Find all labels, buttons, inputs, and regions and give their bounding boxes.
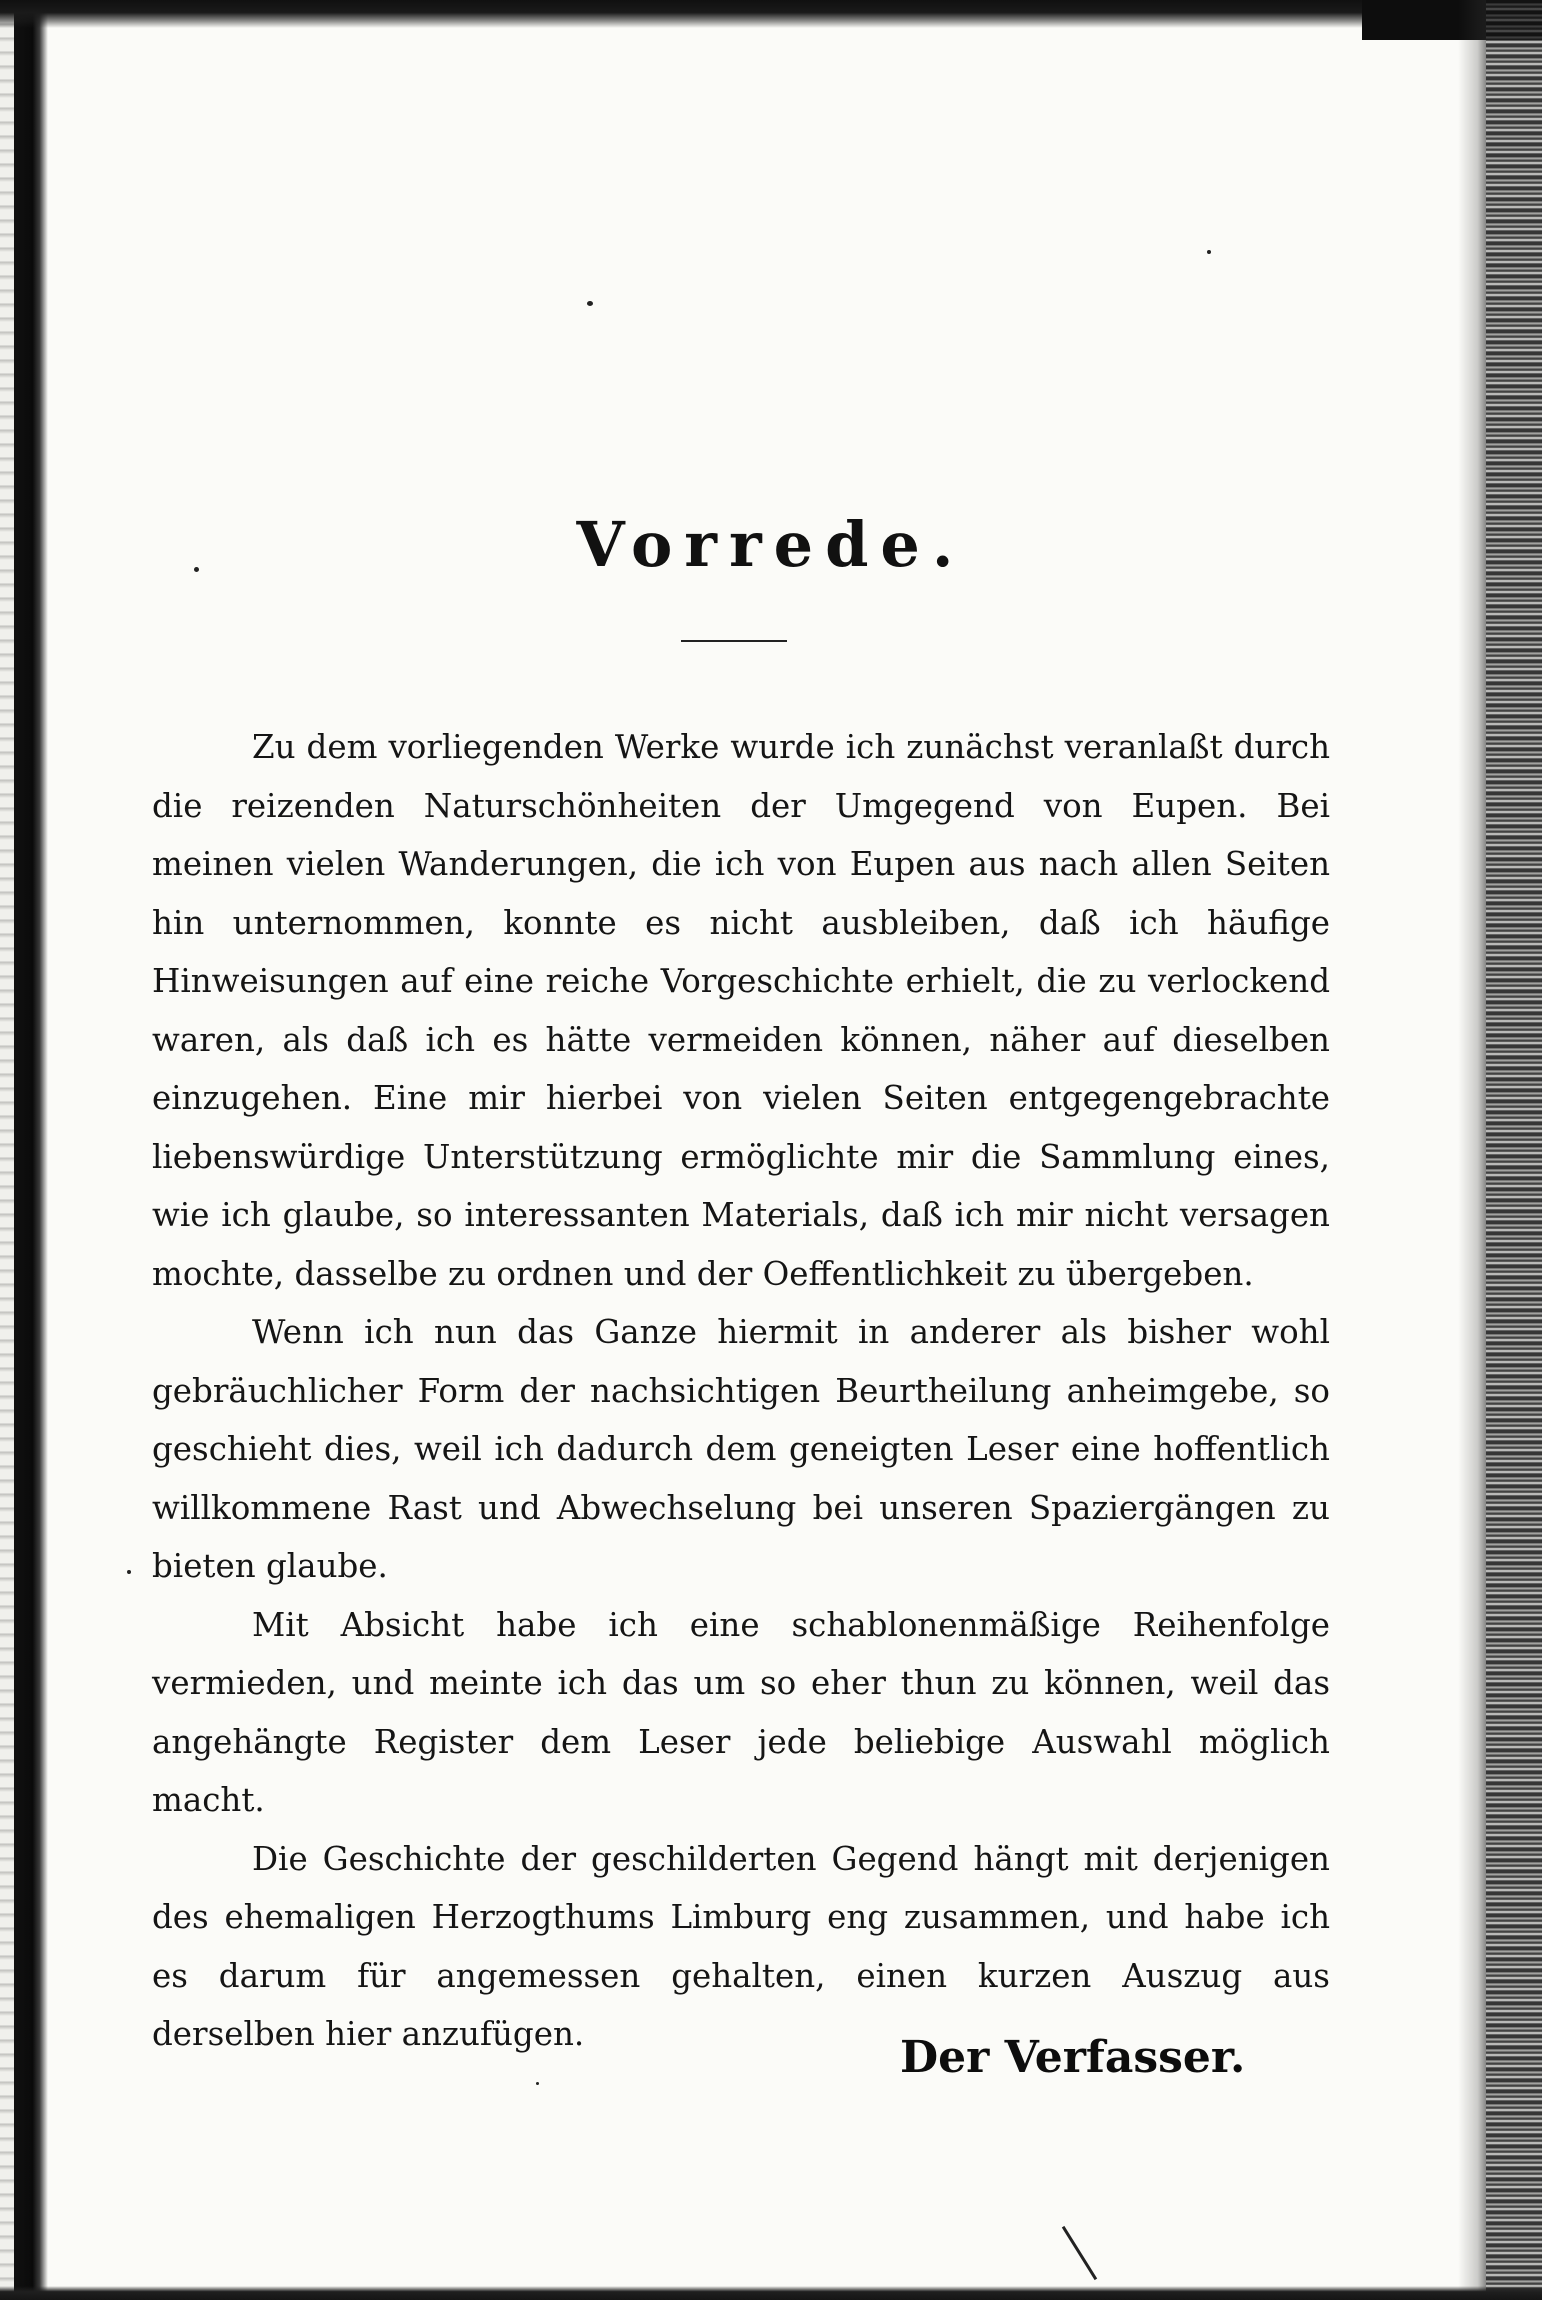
scan-edge-left-speckle [0,0,14,2300]
scan-edge-top [0,0,1542,28]
page-title: Vorrede. [576,508,966,581]
preface-body [152,718,1330,2064]
stray-mark [1062,2226,1097,2280]
scan-edge-right [1486,0,1542,2300]
ink-speck [587,301,593,306]
scan-edge-left [14,0,48,2300]
paragraph: Mit Absicht habe ich eine schablonenmäßige Reihenfolge vermieden, und meinte ich das um so eher thun zu können, weil das angehängte Register dem Leser jede beliebige Auswahl möglich macht. [152,1605,1330,1819]
paragraph: Zu dem vorliegenden Werke wurde ich zunächst veranlaßt durch die reizenden Naturschönheiten der Umgegend von Eupen. Bei meinen vielen Wanderungen, die ich von Eupen aus nach allen Seiten hin unternommen, konnte es nicht ausbleiben, daß ich häufige Hinweisungen auf eine reiche Vorgeschichte erhielt, die zu verlockend waren, als daß ich es hätte vermeiden können, näher auf dieselben einzugehen. Eine mir hierbei von vielen Seiten entgegengebrachte liebenswürdige Unterstützung ermöglichte mir die Sammlung eines, wie ich glaube, so interessanten Materials, daß ich mir nicht versagen mochte, dasselbe zu ordnen und der Oeffentlichkeit zu übergeben. [152,728,1330,1293]
scan-edge-bottom [0,2286,1542,2300]
ink-speck [127,1570,131,1574]
ink-speck [536,2082,539,2085]
ink-speck [1207,250,1211,254]
title-divider [681,640,787,642]
paragraph: Die Geschichte der geschilderten Gegend hängt mit derjenigen des ehemaligen Herzogthums Limburg eng zusammen, und habe ich es darum für angemessen gehalten, einen kurzen Auszug aus derselben hier anzufügen. [152,1839,1330,2053]
scan-edge-right-shadow [1458,0,1486,2300]
paragraph: Wenn ich nun das Ganze hiermit in anderer als bisher wohl gebräuchlicher Form der nachsichtigen Beurtheilung anheimgebe, so geschieht dies, weil ich dadurch dem geneigten Leser eine hoffentlich willkommene Rast und Abwechselung bei unseren Spaziergängen zu bieten glaube. [152,1313,1330,1585]
author-signature: Der Verfasser. [900,2032,1246,2083]
